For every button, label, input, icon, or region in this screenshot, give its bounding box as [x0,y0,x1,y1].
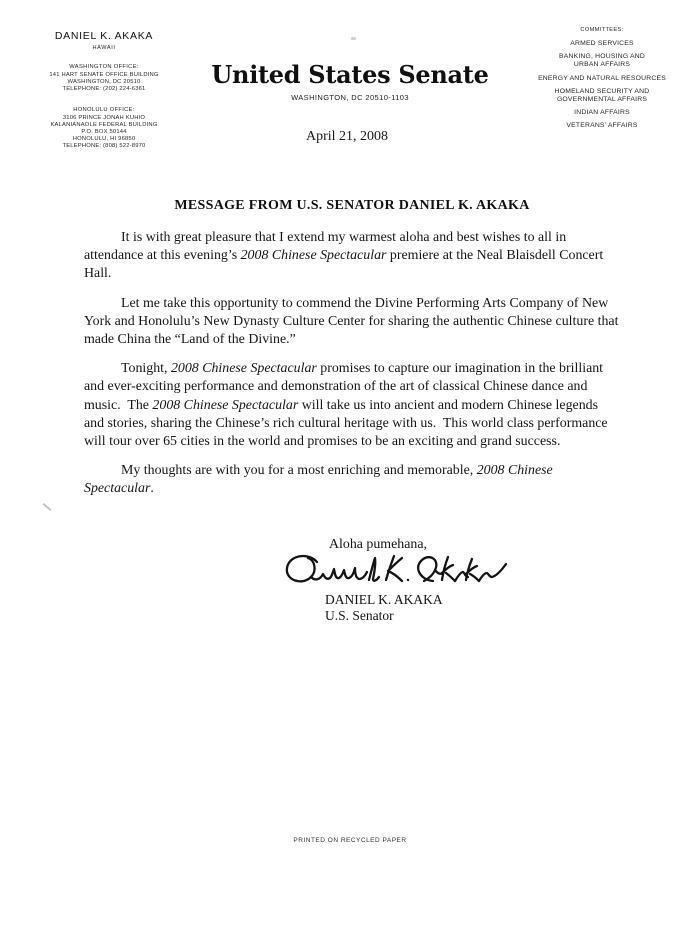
scan-artifact [351,37,356,40]
letter-body [84,229,621,510]
senate-address: WASHINGTON, DC 20510-1103 [291,93,409,102]
washington-office-label: WASHINGTON OFFICE: [69,64,139,70]
senator-name: DANIEL K. AKAKA [54,30,154,42]
washington-office [20,64,188,94]
committee-item: ENERGY AND NATURAL RESOURCES [538,74,666,82]
address-line: KALANIANAOLE FEDERAL BUILDING [50,121,158,128]
scan-artifact [43,503,52,511]
senator-state: HAWAII [92,45,116,51]
closing-salutation: Aloha pumehana, [329,537,427,552]
address-line: TELEPHONE: (808) 522-8970 [62,143,146,150]
signature [281,549,509,597]
letter-date: April 21, 2008 [305,129,389,144]
senate-seal-block [170,60,530,102]
washington-office-lines [20,72,188,94]
letter-paragraph: My thoughts are with you for a most enriching and memorable, 2008 Chinese Spectacular. [84,463,553,497]
signature-title: U.S. Senator [325,608,394,623]
recycled-paper-note: PRINTED ON RECYCLED PAPER [293,837,407,844]
address-line: HONOLULU, HI 96850 [72,136,136,143]
committees-list [516,40,688,131]
message-heading: MESSAGE FROM U.S. SENATOR DANIEL K. AKAKA [174,198,530,213]
committee-item: BANKING, HOUSING AND URBAN AFFAIRS [559,53,645,69]
address-line: 3106 PRINCE JONAH KUHIO [62,114,146,121]
committee-item: ARMED SERVICES [570,40,634,47]
committees-label: COMMITTEES: [580,27,624,33]
address-line: WASHINGTON, DC 20510 [67,79,141,86]
address-line: 141 HART SENATE OFFICE BUILDING [49,72,159,78]
committee-item: HOMELAND SECURITY AND GOVERNMENTAL AFFAIRS [554,87,650,104]
signature-printed-name: DANIEL K. AKAKA [325,592,443,607]
letter-paragraph: Tonight, 2008 Chinese Spectacular promises to capture our imagination in the brilliant and ever-exciting performance and demonstration of the art of classical Chinese dance and music. The 2008 Chinese Spectacular will take us into ancient and modern Chinese legends and stories, sharing the Chinese’s rich cultural heritage with us. This world class performance will tour over 65 cities in the world and promises to be an exciting and grand success. [84,361,608,450]
committees-block [516,27,688,136]
committee-item: INDIAN AFFAIRS [574,109,630,117]
senate-title: United States Senate [211,60,489,89]
address-line: P.O. BOX 50144 [81,129,127,136]
honolulu-office-label: HONOLULU OFFICE: [73,106,135,113]
committee-item: VETERANS’ AFFAIRS [566,122,638,130]
letter-paragraph: Let me take this opportunity to commend the Divine Performing Arts Company of New York and Honolulu’s New Dynasty Culture Center for sharing the authentic Chinese culture that made China the “Land of the Divine.” [84,295,619,348]
letter-paragraph: It is with great pleasure that I extend my warmest aloha and best wishes to all in attendance at this evening’s 2008 Chinese Spectacular premiere at the Neal Blaisdell Concert Hall. [84,230,604,282]
address-line: TELEPHONE: (202) 224-6361 [62,86,146,93]
